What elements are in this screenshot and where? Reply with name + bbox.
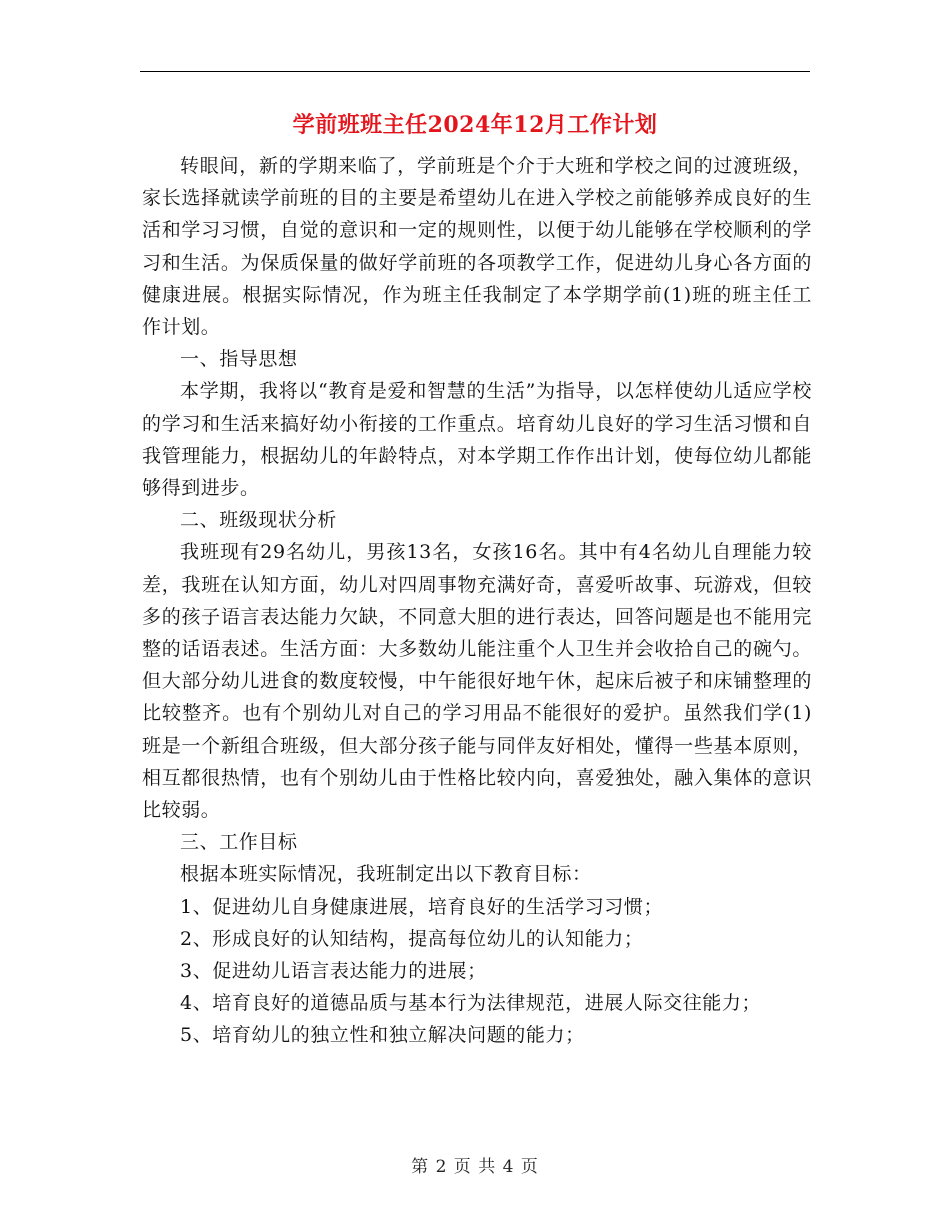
header-rule [140, 71, 810, 72]
section-heading-work-goals: 三、工作目标 [180, 831, 298, 854]
class-status-paragraph: 我班现有29名幼儿，男孩13名，女孩16名。其中有4名幼儿自理能力较差，我班在认知方面，幼儿对四周事物充满好奇，喜爱听故事、玩游戏，但较多的孩子语言表达能力欠缺，不同意大胆的进行表达，回答问题是也不能用完整的话语表述。生活方面：大多数幼儿能注重个人卫生并会收拾自己的碗勺。但大部分幼儿进食的数度较慢，中午能很好地午休，起床后被子和床铺整理的比较整齐。也有个别幼儿对自己的学习用品不能很好的爱护。虽然我们学(1)班是一个新组合班级，但大部分孩子能与同伴友好相处，懂得一些基本原则，相互都很热情，也有个别幼儿由于性格比较内向，喜爱独处，融入集体的意识比较弱。 [142, 541, 812, 822]
work-goals-intro: 根据本班实际情况，我班制定出以下教育目标： [180, 863, 592, 886]
goal-item-4: 4、培育良好的道德品质与基本行为法律规范，进展人际交往能力； [180, 992, 762, 1015]
goal-item-3: 3、促进幼儿语言表达能力的进展； [180, 960, 487, 983]
section-heading-class-status: 二、班级现状分析 [180, 509, 337, 532]
section-heading-guiding-ideology: 一、指导思想 [180, 348, 298, 371]
goal-item-5: 5、培育幼儿的独立性和独立解决问题的能力； [180, 1024, 585, 1047]
document-body [142, 150, 812, 1052]
goal-item-2: 2、形成良好的认知结构，提高每位幼儿的认知能力； [180, 927, 644, 950]
guiding-ideology-paragraph: 本学期，我将以“教育是爱和智慧的生活”为指导，以怎样使幼儿适应学校的学习和生活来搞好幼小衔接的工作重点。培育幼儿良好的学习生活习惯和自我管理能力，根据幼儿的年龄特点，对本学期工作作出计划，使每位幼儿都能够得到进步。 [142, 380, 812, 500]
page-number-footer: 第 2 页 共 4 页 [411, 1157, 539, 1177]
document-title: 学前班班主任2024年12月工作计划 [292, 112, 658, 138]
goal-item-1: 1、促进幼儿自身健康进展，培育良好的生活学习习惯； [180, 895, 664, 918]
intro-paragraph: 转眼间，新的学期来临了，学前班是个介于大班和学校之间的过渡班级，家长选择就读学前班的目的主要是希望幼儿在进入学校之前能够养成良好的生活和学习习惯，自觉的意识和一定的规则性，以便于幼儿能够在学校顺利的学习和生活。为保质保量的做好学前班的各项教学工作，促进幼儿身心各方面的健康进展。根据实际情况，作为班主任我制定了本学期学前(1)班的班主任工作计划。 [142, 155, 812, 339]
